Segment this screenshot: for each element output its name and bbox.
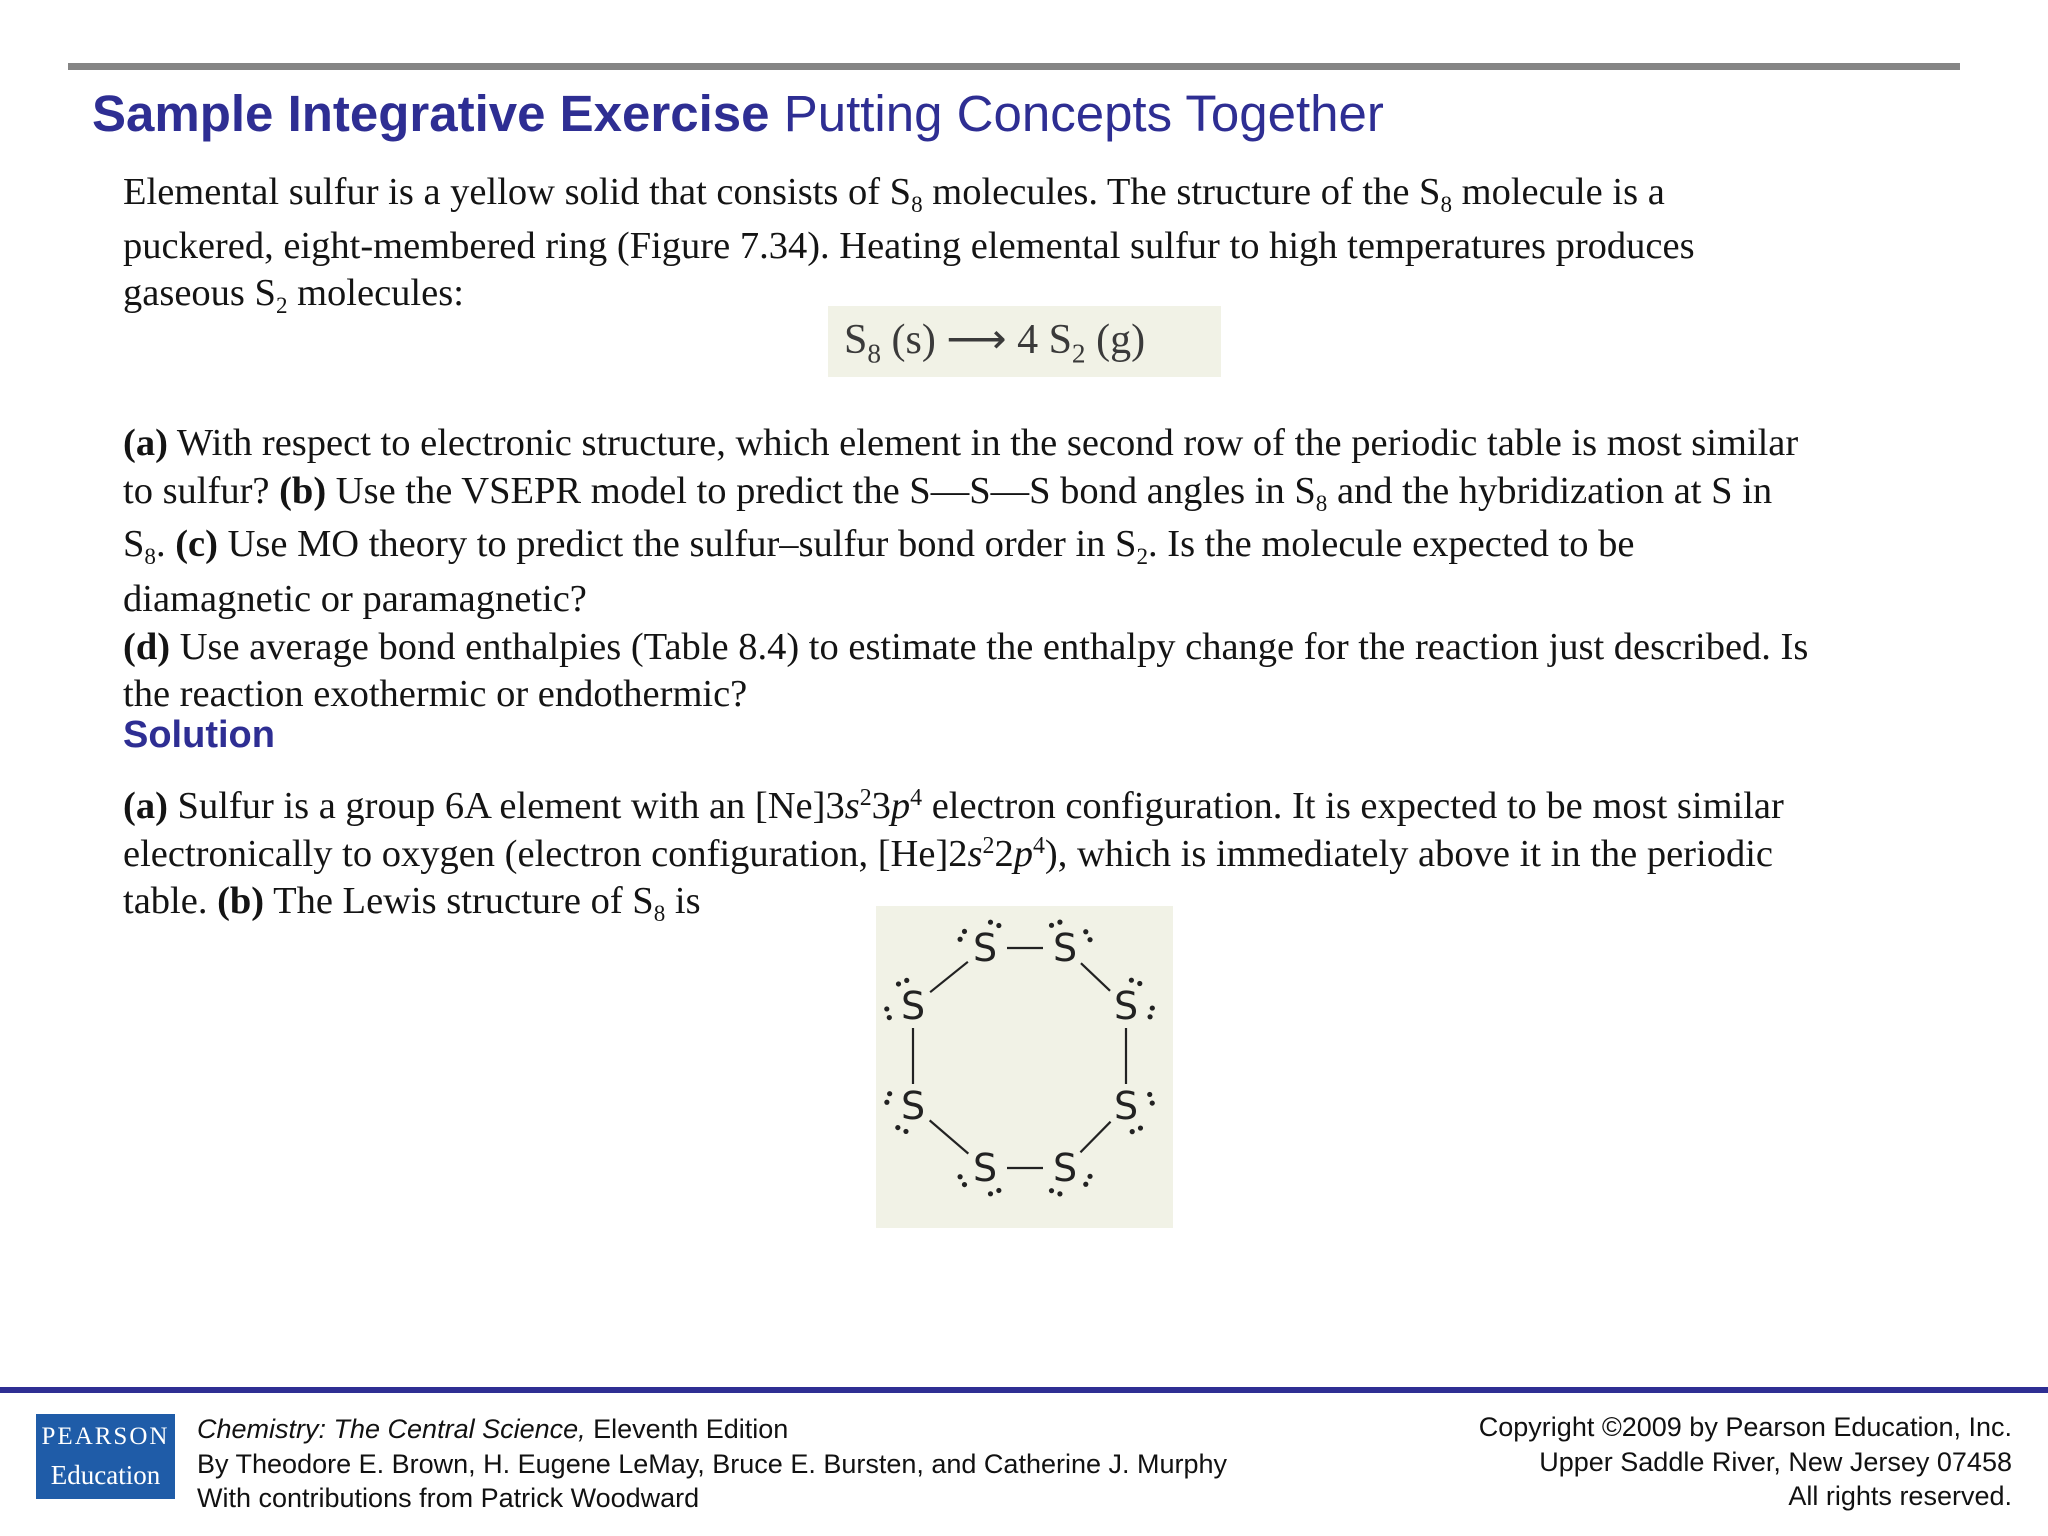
lone-pair-dot bbox=[988, 1191, 993, 1196]
lone-pair-dot bbox=[887, 1091, 892, 1096]
sulfur-atom: S bbox=[972, 1146, 998, 1190]
pearson-education-logo bbox=[36, 1414, 175, 1499]
sulfur-atom: S bbox=[1113, 984, 1139, 1028]
lone-pair-dot bbox=[1057, 1191, 1062, 1196]
lewis-structure-figure bbox=[876, 906, 1173, 1228]
lone-pair-dot bbox=[1087, 1174, 1092, 1179]
solution-line-2: electronically to oxygen (electron configuration, $[He]2s^22p^4$), which is immediately above it in the periodic bbox=[123, 832, 1773, 875]
lone-pair-dot bbox=[904, 978, 909, 983]
lone-pair-dot bbox=[988, 920, 993, 925]
bottom-divider bbox=[0, 1387, 2048, 1393]
title-bold: Sample Integrative Exercise bbox=[92, 85, 770, 142]
lone-pair-dot bbox=[1087, 937, 1092, 942]
footer-rights: All rights reserved. bbox=[1788, 1481, 2012, 1511]
lone-pair-dot bbox=[895, 1125, 900, 1130]
footer-book-title: Chemistry: The Central Science, Eleventh Edition bbox=[197, 1414, 789, 1444]
intro-line-3: gaseous $S_2$ molecules: bbox=[123, 272, 464, 319]
lone-pair-dot bbox=[1083, 1182, 1088, 1187]
lone-pair-dot bbox=[957, 1174, 962, 1179]
title-regular: Putting Concepts Together bbox=[783, 85, 1384, 142]
question-line-2: to sulfur? (b) Use the VSEPR model to predict the S—S—S bond angles in $S_8$ and the hybridization at S in bbox=[123, 470, 1773, 517]
reaction-arrow: ⟶ bbox=[946, 317, 1007, 363]
ss-bond bbox=[1080, 1122, 1110, 1153]
logo-bottom-text: Education bbox=[50, 1460, 161, 1490]
sulfur-atom: S bbox=[900, 1084, 926, 1128]
lone-pair-dot bbox=[1150, 1005, 1155, 1010]
lone-pair-dot bbox=[884, 1100, 889, 1105]
question-line-1: (a) With respect to electronic structure, which element in the second row of the periodic table is most similar bbox=[123, 422, 1799, 464]
sulfur-atom: S bbox=[1052, 926, 1078, 970]
intro-line-1: Elemental sulfur is a yellow solid that consists of $S_8$ molecules. The structure of the $S_8$ molecule is a bbox=[123, 171, 1665, 218]
equation-text: $S_8$ (s) ⟶ 4 $S_2$ (g) bbox=[844, 317, 1146, 369]
lone-pair-dot bbox=[962, 1182, 967, 1187]
sulfur-atom: S bbox=[1052, 1146, 1078, 1190]
question-line-6: the reaction exothermic or endothermic? bbox=[123, 673, 748, 715]
sulfur-atom: S bbox=[900, 984, 926, 1028]
question-line-3: $S_8$. (c) Use MO theory to predict the sulfur–sulfur bond order in $S_2$. Is the molecule expected to be bbox=[123, 523, 1635, 570]
lone-pair-dot bbox=[1130, 1129, 1135, 1134]
lone-pair-dot bbox=[1083, 929, 1088, 934]
lone-pair-dot bbox=[1057, 920, 1062, 925]
footer-authors: By Theodore E. Brown, H. Eugene LeMay, Bruce E. Bursten, and Catherine J. Murphy bbox=[197, 1449, 1228, 1479]
logo-top-text: PEARSON bbox=[41, 1423, 170, 1450]
sulfur-atom: S bbox=[972, 926, 998, 970]
lone-pair-dot bbox=[1138, 1125, 1143, 1130]
slide-title bbox=[92, 83, 1384, 145]
footer-copyright: Copyright ©2009 by Pearson Education, Inc. bbox=[1478, 1412, 2012, 1442]
lone-pair-dot bbox=[1129, 978, 1134, 983]
ss-bond bbox=[930, 962, 968, 992]
question-line-5: (d) Use average bond enthalpies (Table 8.4) to estimate the enthalpy change for the reaction just described. Is bbox=[123, 626, 1809, 668]
lone-pair-dot bbox=[887, 1015, 892, 1020]
solution-heading: Solution bbox=[123, 714, 275, 756]
lone-pair-dot bbox=[962, 929, 967, 934]
lone-pair-dot bbox=[1150, 1100, 1155, 1105]
lone-pair-dot bbox=[884, 1006, 889, 1011]
solution-line-3: table. (b) The Lewis structure of $S_8$ is bbox=[123, 880, 701, 927]
footer-address: Upper Saddle River, New Jersey 07458 bbox=[1539, 1447, 2012, 1477]
intro-line-2: puckered, eight-membered ring (Figure 7.34). Heating elemental sulfur to high temperatures produces bbox=[123, 225, 1695, 267]
lone-pair-dot bbox=[903, 1129, 908, 1134]
lone-pair-dot bbox=[957, 937, 962, 942]
question-line-4: diamagnetic or paramagnetic? bbox=[123, 578, 587, 620]
lone-pair-dot bbox=[1147, 1014, 1152, 1019]
lone-pair-dot bbox=[1147, 1092, 1152, 1097]
lewis-structure-svg bbox=[876, 906, 1173, 1228]
ss-bond bbox=[930, 1120, 969, 1153]
reaction-equation bbox=[828, 306, 1221, 377]
top-divider bbox=[68, 63, 1960, 70]
ss-bond bbox=[1081, 963, 1110, 991]
solution-line-1: (a) Sulfur is a group 6A element with an $[Ne]3s^23p^4$ electron configuration. It is expected to be most similar bbox=[123, 784, 1784, 827]
sulfur-atom: S bbox=[1113, 1084, 1139, 1128]
footer-contributions: With contributions from Patrick Woodward bbox=[197, 1483, 700, 1513]
